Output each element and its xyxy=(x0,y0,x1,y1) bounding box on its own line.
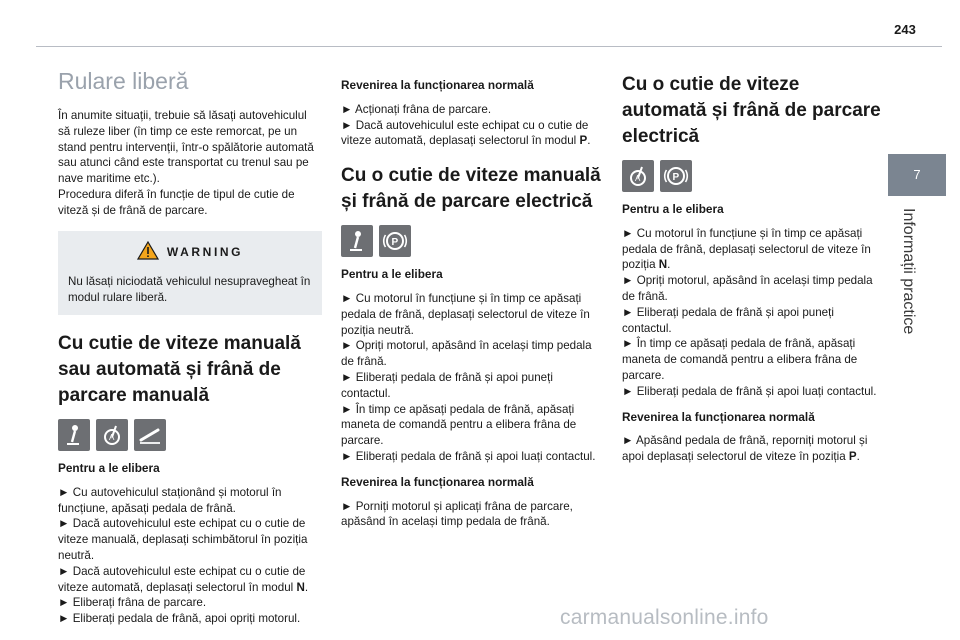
step: ► Eliberați pedala de frână și apoi luați contactul. xyxy=(622,384,877,398)
step: ► Acționați frâna de parcare. xyxy=(341,102,492,116)
warning-title: WARNING xyxy=(166,244,244,259)
step-text: ► Cu motorul în funcțiune și în timp ce apăsați pedala de frână, deplasați selectorul de viteze în poziția xyxy=(622,226,871,272)
handbrake-icon xyxy=(134,419,166,451)
icon-row xyxy=(58,419,322,451)
intro-text: În anumite situații, trebuie să lăsați autovehiculul să ruleze liber (în timp ce este remorcat, pe un stand pentru intervenții, într-o spălătorie automată sau atunci când este transportat cu trenul sau pe nave maritime etc.). xyxy=(58,109,314,186)
step: ► Eliberați pedala de frână și apoi luați contactul. xyxy=(341,449,596,463)
section-title-manual-electric: Cu o cutie de viteze manuală și frână de parcare electrică xyxy=(341,165,601,213)
svg-text:P: P xyxy=(391,237,399,249)
watermark-logo: carmanualsonline.info xyxy=(560,606,769,629)
step-bold: P xyxy=(848,450,857,464)
svg-text:A: A xyxy=(635,174,641,183)
chapter-title-text: Informații practice xyxy=(900,208,917,335)
warning-triangle-icon xyxy=(137,241,159,265)
step: ► Porniți motorul și aplicați frâna de parcare, apăsând în același timp pedala de frână. xyxy=(341,499,573,529)
intro-text-2: Procedura diferă în funcție de tipul de cutie de viteză și de frână de parcare. xyxy=(58,187,295,217)
step-text: ► Dacă autovehiculul este echipat cu o cutie de viteze automată, deplasați selectorul în modul xyxy=(341,118,589,148)
electric-parking-brake-icon xyxy=(379,225,411,257)
svg-text:A: A xyxy=(109,432,115,442)
step-text: ► Apăsând pedala de frână, reporniți motorul și apoi deplasați selectorul de viteze în poziția xyxy=(622,434,868,464)
svg-text:P: P xyxy=(672,172,680,183)
section-title-manual-brake: Cu cutie de viteze manuală sau automată și frână de parcare manuală xyxy=(58,332,301,406)
icon-row xyxy=(622,160,884,192)
step: ► Cu motorul în funcțiune și în timp ce apăsați pedala de frână, deplasați selectorul de viteze în poziția neutră. xyxy=(341,291,590,337)
step-bold: P xyxy=(579,134,588,148)
step: ► Eliberați pedala de frână, apoi opriți motorul. xyxy=(58,612,301,626)
electric-parking-brake-icon xyxy=(660,160,692,192)
page-number: 243 xyxy=(894,22,916,37)
step: ► Dacă autovehiculul este echipat cu o cutie de viteze manuală, deplasați schimbătorul în poziția neutră. xyxy=(58,517,308,562)
step: ► Opriți motorul, apăsând în același timp pedala de frână. xyxy=(622,274,873,303)
step-end: . xyxy=(856,450,860,464)
chapter-title xyxy=(892,208,942,358)
step-end: . xyxy=(667,258,671,272)
step xyxy=(622,433,884,465)
step-bold: N xyxy=(296,580,305,594)
step-end: . xyxy=(304,580,309,594)
step: ► Opriți motorul, apăsând în același timp pedala de frână. xyxy=(341,339,592,369)
step xyxy=(341,118,603,150)
step: ► În timp ce apăsați pedala de frână, apăsați maneta de comandă pentru a elibera frâna de parcare. xyxy=(622,337,858,382)
step-bold: N xyxy=(658,258,668,272)
warning-header xyxy=(68,241,312,265)
step: ► Eliberați pedala de frână și apoi puneți contactul. xyxy=(622,305,834,335)
column-1 xyxy=(58,68,322,627)
icon-row xyxy=(341,225,603,257)
resume-title: Revenirea la funcționarea normală xyxy=(341,474,534,489)
release-title: Pentru a le elibera xyxy=(341,267,443,282)
automatic-gear-icon xyxy=(96,419,128,451)
step: ► Eliberați frâna de parcare. xyxy=(58,596,207,610)
gear-lever-icon xyxy=(341,225,373,257)
step: ► În timp ce apăsați pedala de frână, apăsați maneta de comandă pentru a elibera frâna de parcare. xyxy=(341,402,577,448)
step-text: ► Dacă autovehiculul este echipat cu o cutie de viteze automată, deplasați selectorul în modul xyxy=(58,564,306,594)
step xyxy=(622,226,884,273)
automatic-gear-icon xyxy=(622,160,654,192)
header-divider xyxy=(36,46,942,47)
step-end: . xyxy=(587,134,591,148)
step: ► Eliberați pedala de frână și apoi puneți contactul. xyxy=(341,370,553,400)
section-title-free-rolling: Rulare liberă xyxy=(58,68,189,94)
chapter-tab[interactable]: 7 xyxy=(888,154,946,196)
resume-title: Revenirea la funcționarea normală xyxy=(341,78,534,92)
section-title-automatic-electric: Cu o cutie de viteze automată și frână de parcare electrică xyxy=(622,74,881,147)
gear-lever-icon xyxy=(58,419,90,451)
release-title: Pentru a le elibera xyxy=(58,460,160,475)
warning-text: Nu lăsați niciodată vehiculul nesupravegheat în modul rulare liberă. xyxy=(68,275,311,305)
release-title: Pentru a le elibera xyxy=(622,202,724,216)
resume-title: Revenirea la funcționarea normală xyxy=(622,409,815,424)
column-2 xyxy=(341,78,603,530)
column-3 xyxy=(622,72,884,465)
step: ► Cu autovehiculul staționând și motorul în funcțiune, apăsați pedala de frână. xyxy=(58,485,282,515)
step xyxy=(58,564,322,596)
warning-box xyxy=(58,231,322,315)
